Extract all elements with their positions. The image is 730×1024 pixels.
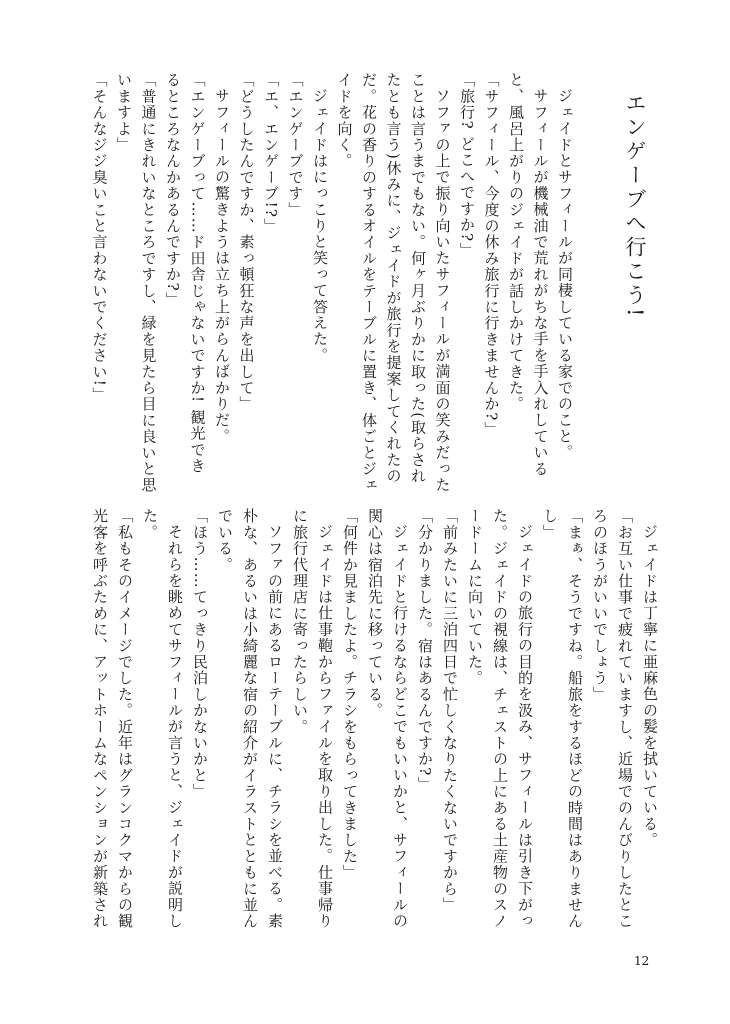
- page-number: 12: [634, 954, 650, 968]
- text-line: 「旅行? どこへですか?」: [458, 72, 476, 259]
- text-line: ジェイドはにっこりと笑って答えた。: [311, 88, 329, 364]
- text-line: 光客を呼ぶために、アットホームなペンションが新築され: [91, 508, 109, 930]
- text-line: サフィールの驚きようは立ち上がらんばかりだ。: [213, 88, 231, 445]
- text-line: でいる。: [216, 508, 234, 573]
- text-line: 「どうしたんですか、素っ頓狂な声を出して」: [237, 72, 256, 413]
- text-line: 「エンゲーブって……ド田舎じゃないですか! 観光でき: [188, 72, 207, 474]
- text-line: 「エンゲーブです」: [286, 72, 305, 218]
- text-line: 「サフィール、今度の休み旅行に行きませんか?」: [482, 72, 501, 438]
- text-line: イドを向く。: [335, 72, 354, 170]
- text-line: た。: [141, 508, 159, 541]
- text-line: 「ほう……てっきり民泊しかないかと」: [191, 508, 209, 800]
- text-line: だ。花の香りのするオイルをテーブルに置き、体ごとジェ: [360, 72, 378, 494]
- text-line: それらを眺めてサフィールが言うと、ジェイドが説明し: [166, 524, 184, 929]
- story-title: エンゲーブへ行こう!: [623, 92, 647, 320]
- text-line: 「お互い仕事で疲れていますし、近場でのんびりしたとこ: [616, 508, 634, 930]
- text-line: いますよ」: [115, 72, 133, 153]
- text-line: ジェイドの旅行の目的を汲み、サフィールは引き下がっ: [516, 524, 534, 929]
- text-line: るところなんかあるんですか?」: [164, 72, 182, 309]
- text-line: た。ジェイドの視線は、チェストの上にある土産物のスノ: [491, 508, 509, 930]
- text-line: 「分かりました。宿はあるんですか?」: [416, 508, 434, 793]
- text-line: ジェイドは仕事鞄からファイルを取り出した。仕事帰り: [316, 524, 334, 929]
- text-line: ろのほうがいいでしょう」: [591, 508, 609, 703]
- text-line: サフィールが機械油で荒れがちな手を手入れしている: [531, 88, 550, 477]
- text-line: 朴な、あるいは小綺麗な宿の紹介がイラストとともに並ん: [241, 508, 259, 930]
- text-line: に旅行代理店に寄ったらしい。: [291, 508, 309, 735]
- text-line: たとも言う)休みに、ジェイドが旅行を提案してくれたの: [384, 72, 403, 485]
- text-line: 「エ、エンゲーブ!?」: [262, 72, 280, 235]
- text-line: ジェイドと行けるならどこでもいいかと、サフィールの: [391, 524, 409, 929]
- text-line: と、風呂上がりのジェイドが話しかけてきた。: [507, 72, 525, 413]
- text-line: 「そんなジジ臭いこと言わないでください!」: [90, 72, 109, 404]
- text-line: し」: [541, 508, 559, 541]
- text-line: 「普通にきれいなところですし、緑を見たら目に良いと思: [139, 72, 158, 494]
- text-line: 関心は宿泊先に移っている。: [366, 508, 384, 719]
- text-line: 「まぁ、そうですね。船旅をするほどの時間はありません: [566, 508, 584, 930]
- text-line: ソファの上で振り向いたサフィールが満面の笑みだった: [433, 88, 452, 493]
- text-line: ジェイドは丁寧に亜麻色の髪を拭いている。: [641, 524, 659, 848]
- text-line: ードームに向いていた。: [466, 508, 484, 687]
- text-line: ジェイドとサフィールが同棲している家でのこと。: [556, 88, 574, 461]
- text-line: 「何件か見ましたよ。チラシをもらってきました」: [341, 508, 359, 881]
- text-line: 「前みたいに三泊四日で忙しくなりたくないですから」: [441, 508, 459, 913]
- text-line: ソファの前にあるローテーブルに、チラシを並べる。素: [266, 524, 284, 929]
- text-line: 「私もそのイメージでした。近年はグランコクマからの観: [116, 508, 134, 930]
- text-line: ことは言うまでもない。何ヶ月ぶりかに取った(取らされ: [409, 72, 427, 485]
